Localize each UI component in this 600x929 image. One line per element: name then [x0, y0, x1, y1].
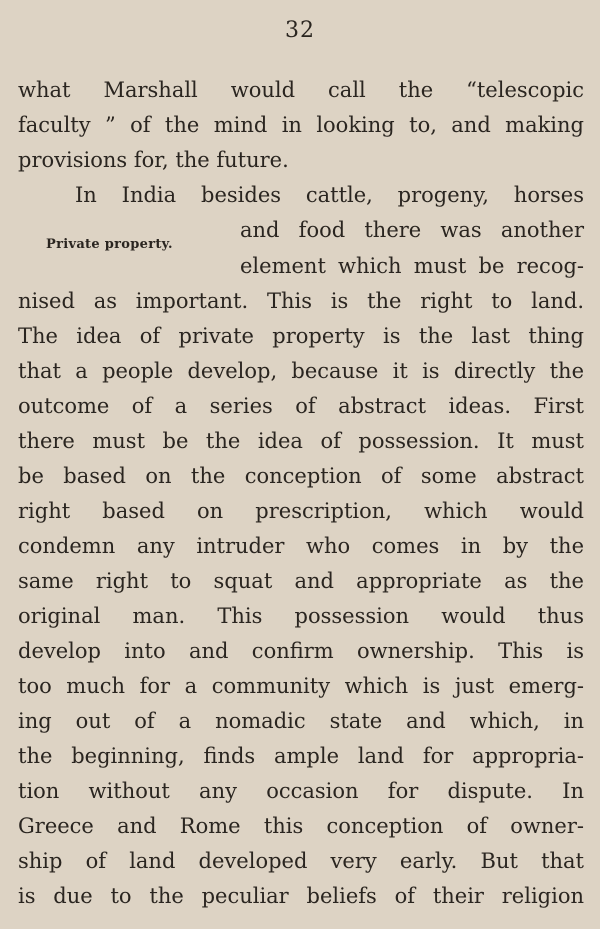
text-line: element which must be recog-: [240, 254, 584, 278]
text-line: be based on the conception of some abstract: [18, 464, 584, 488]
text-line: original man. This possession would thus: [18, 604, 584, 628]
text-line: too much for a community which is just emerg-: [18, 674, 584, 698]
paragraph-first-line: In India besides cattle, progeny, horses: [75, 183, 584, 207]
text-line: right based on prescription, which would: [18, 499, 584, 523]
text-line: faculty ” of the mind in looking to, and making: [18, 113, 584, 137]
text-line: condemn any intruder who comes in by the: [18, 534, 584, 558]
text-line: the beginning, finds ample land for appropria-: [18, 744, 584, 768]
text-line: same right to squat and appropriate as the: [18, 569, 584, 593]
text-line: provisions for, the future.: [18, 148, 289, 172]
text-line: nised as important. This is the right to land.: [18, 289, 584, 313]
text-line: The idea of private property is the last thing: [18, 324, 584, 348]
margin-note: Private property.: [46, 237, 173, 252]
text-line: is due to the peculiar beliefs of their religion: [18, 884, 584, 908]
text-line: that a people develop, because it is directly the: [18, 359, 584, 383]
text-line: outcome of a series of abstract ideas. First: [18, 394, 584, 418]
text-line: there must be the idea of possession. It must: [18, 429, 584, 453]
text-line: develop into and confirm ownership. This is: [18, 639, 584, 663]
text-line: Greece and Rome this conception of owner-: [18, 814, 584, 838]
page-number: 32: [285, 18, 315, 43]
text-line: ing out of a nomadic state and which, in: [18, 709, 584, 733]
text-line: what Marshall would call the “telescopic: [18, 78, 584, 102]
text-line: and food there was another: [240, 218, 584, 242]
text-line: tion without any occasion for dispute. In: [18, 779, 584, 803]
text-line: ship of land developed very early. But that: [18, 849, 584, 873]
